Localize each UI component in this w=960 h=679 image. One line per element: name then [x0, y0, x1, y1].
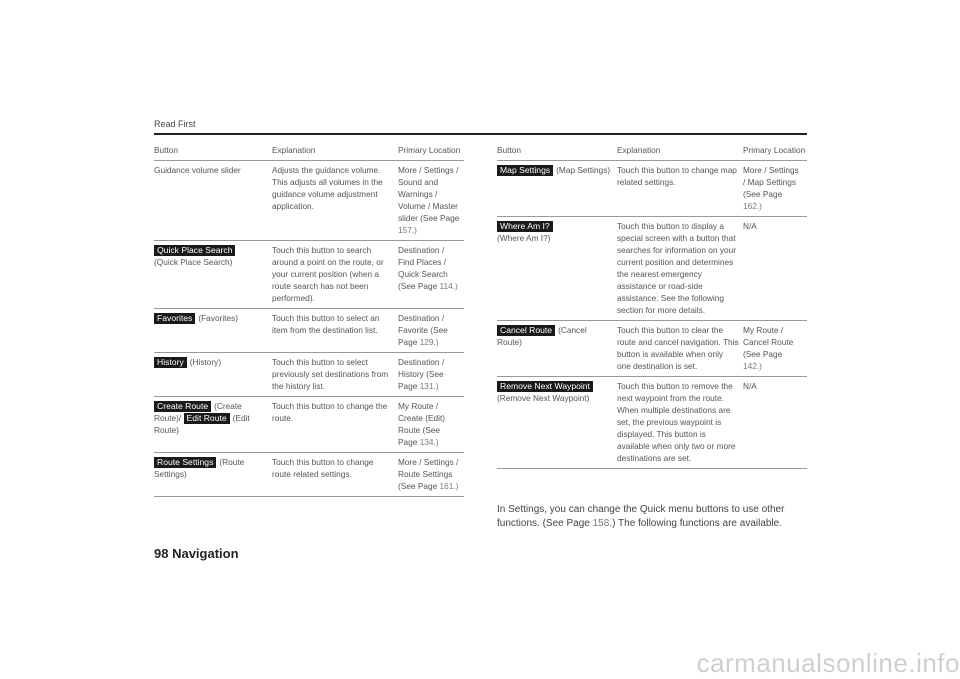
explanation-cell: Touch this button to select previously set destinations from the history list.	[272, 353, 398, 397]
button-cell: Guidance volume slider	[154, 161, 272, 241]
col-header-explanation: Explanation	[272, 142, 398, 161]
location-cell: My Route / Create (Edit) Route (See Page 134.)	[398, 397, 464, 453]
left-table	[154, 142, 464, 497]
history-button: History	[154, 357, 187, 368]
table-row	[154, 453, 464, 497]
location-cell: N/A	[743, 217, 807, 321]
top-rule	[154, 133, 807, 135]
table-row	[154, 397, 464, 453]
create-route-button: Create Route	[154, 401, 211, 412]
watermark: carmanualsonline.info	[696, 648, 960, 678]
remove-next-waypoint-button: Remove Next Waypoint	[497, 381, 593, 392]
location-cell: More / Settings / Route Settings (See Page 161.)	[398, 453, 464, 497]
table-row	[154, 309, 464, 353]
table-row	[497, 377, 807, 469]
explanation-cell: Adjusts the guidance volume. This adjusts all volumes in the guidance volume adjustment application.	[272, 161, 398, 241]
where-am-i-button: Where Am I?	[497, 221, 553, 232]
page-reference: 158	[592, 518, 610, 529]
table-row	[497, 217, 807, 321]
table-row	[497, 321, 807, 377]
table-row	[154, 353, 464, 397]
col-header-location: Primary Location	[398, 142, 464, 161]
explanation-cell: Touch this button to change the route.	[272, 397, 398, 453]
button-cell: Where Am I? (Where Am I?)	[497, 217, 617, 321]
map-settings-button: Map Settings	[497, 165, 553, 176]
col-header-explanation: Explanation	[617, 142, 743, 161]
col-header-location: Primary Location	[743, 142, 807, 161]
button-cell: Create Route (Create Route)/ Edit Route (Edit Route)	[154, 397, 272, 453]
explanation-cell: Touch this button to remove the next waypoint from the route. When multiple destinations are set, the previous waypoint is displayed. This button is available when only two or more destinations are set.	[617, 377, 743, 469]
location-cell: N/A	[743, 377, 807, 469]
location-cell: Destination / History (See Page 131.)	[398, 353, 464, 397]
location-cell: More / Settings / Map Settings (See Page 162.)	[743, 161, 807, 217]
button-cell: Favorites (Favorites)	[154, 309, 272, 353]
button-cell: Cancel Route (Cancel Route)	[497, 321, 617, 377]
location-cell: Destination / Find Places / Quick Search (See Page 114.)	[398, 241, 464, 309]
button-cell: Quick Place Search (Quick Place Search)	[154, 241, 272, 309]
right-table-container	[497, 142, 807, 469]
section-header: Read First	[154, 119, 196, 129]
table-row	[497, 161, 807, 217]
edit-route-button: Edit Route	[184, 413, 230, 424]
button-cell: Route Settings (Route Settings)	[154, 453, 272, 497]
location-cell: More / Settings / Sound and Warnings / Volume / Master slider (See Page 157.)	[398, 161, 464, 241]
page-number-label: 98 Navigation	[154, 546, 239, 561]
left-table-container	[154, 142, 464, 497]
explanation-cell: Touch this button to search around a point on the route, or your current position (when a route search has not been performed).	[272, 241, 398, 309]
explanation-cell: Touch this button to change map related settings.	[617, 161, 743, 217]
location-cell: My Route / Cancel Route (See Page 142.)	[743, 321, 807, 377]
button-cell: Map Settings (Map Settings)	[497, 161, 617, 217]
button-cell: Remove Next Waypoint (Remove Next Waypoint)	[497, 377, 617, 469]
table-row	[154, 241, 464, 309]
route-settings-button: Route Settings	[154, 457, 216, 468]
quick-place-search-button: Quick Place Search	[154, 245, 235, 256]
button-cell: History (History)	[154, 353, 272, 397]
explanation-cell: Touch this button to change route related settings.	[272, 453, 398, 497]
footer-paragraph: In Settings, you can change the Quick menu buttons to use other functions. (See Page 158.) The following functions are available.	[497, 504, 785, 529]
right-table	[497, 142, 807, 469]
explanation-cell: Touch this button to clear the route and cancel navigation. This button is available when only one destination is set.	[617, 321, 743, 377]
cancel-route-button: Cancel Route	[497, 325, 555, 336]
favorites-button: Favorites	[154, 313, 195, 324]
explanation-cell: Touch this button to select an item from the destination list.	[272, 309, 398, 353]
col-header-button: Button	[497, 142, 617, 161]
col-header-button: Button	[154, 142, 272, 161]
explanation-cell: Touch this button to display a special screen with a button that searches for information on your current position and determines the nearest emergency assistance or road-side assistance. See the following section for more details.	[617, 217, 743, 321]
table-row	[154, 161, 464, 241]
location-cell: Destination / Favorite (See Page 129.)	[398, 309, 464, 353]
